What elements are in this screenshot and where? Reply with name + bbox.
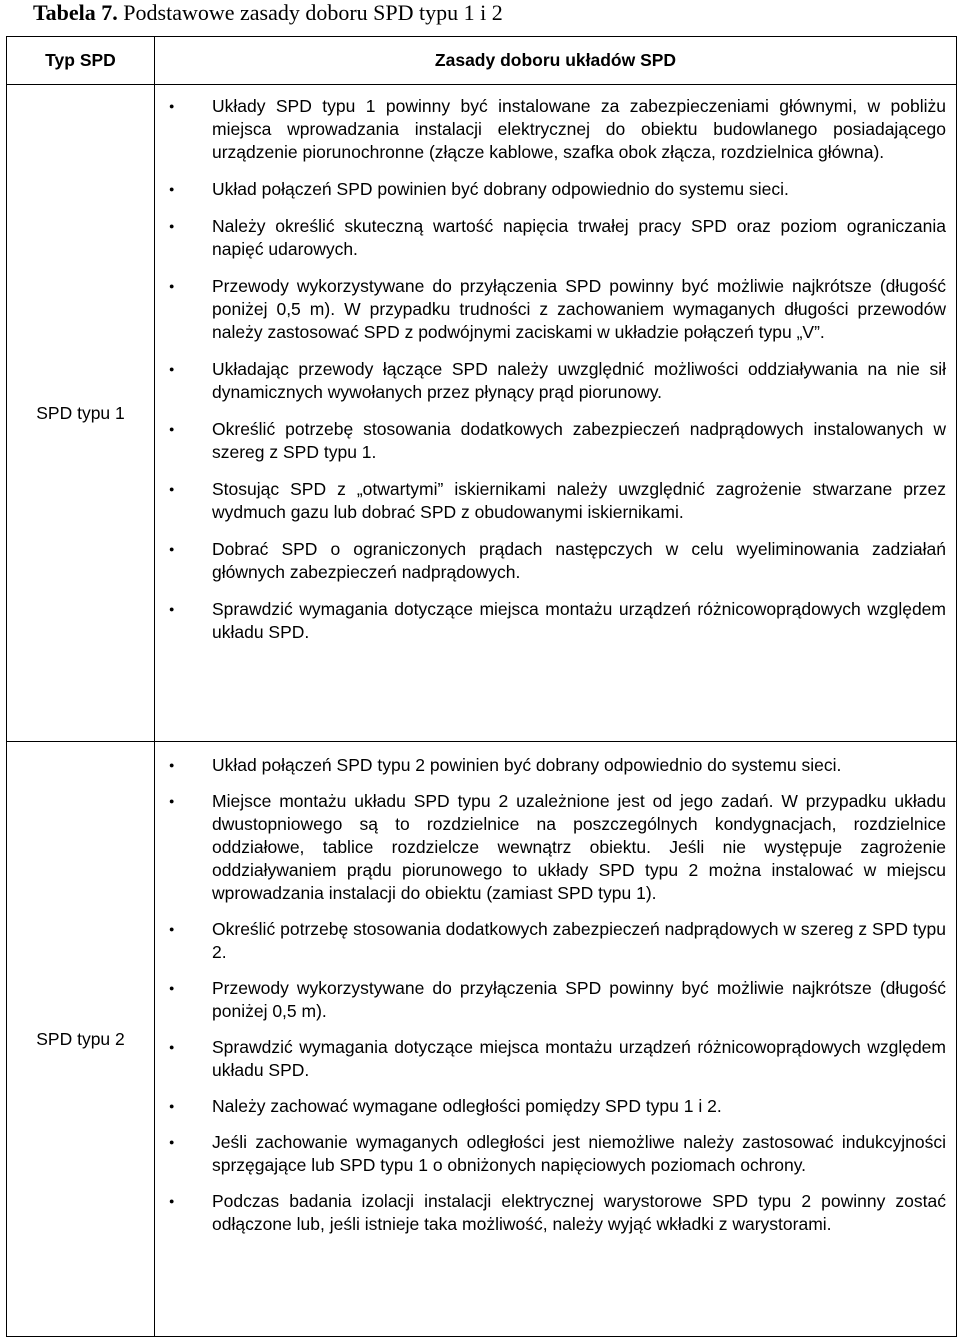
rule-item: ● Należy określić skuteczną wartość napięcia trwałej pracy SPD oraz poziom ograniczania napięć udarowych. [155,215,956,261]
cell-rules-spd-type-2 [155,742,957,1337]
rule-item: ● Stosując SPD z „otwartymi” iskiernikami należy uwzględnić zagrożenie stwarzane przez wydmuch gazu lub dobrać SPD z obudowanymi iskiernikami. [155,478,956,524]
spd-selection-table [6,36,957,1337]
rule-item: ● Dobrać SPD o ograniczonych prądach następczych w celu wyeliminowania zadziałań głównych zabezpieczeń nadprądowych. [155,538,956,584]
cell-spd-type-1: SPD typu 1 [7,85,155,742]
table-caption-text: Podstawowe zasady doboru SPD typu 1 i 2 [117,0,503,25]
table-row-spd-type-1 [7,85,957,742]
table-row-spd-type-2 [7,742,957,1337]
rule-item: ● Miejsce montażu układu SPD typu 2 uzależnione jest od jego zadań. W przypadku układu dwustopniowego są to rozdzielnice na poszczególnych kondygnacjach, rozdzielnice oddziałowe, tablice rozdzielcze wewnątrz obiektu. Jeśli nie występuje zagrożenie oddziaływaniem prądu piorunowego to układy SPD typu 2 można instalować w miejscu wprowadzania instalacji do obiektu (zamiast SPD typu 1). [155,790,956,905]
rule-item: ● Układ połączeń SPD typu 2 powinien być dobrany odpowiednio do systemu sieci. [155,754,956,777]
rule-item: ● Określić potrzebę stosowania dodatkowych zabezpieczeń nadprądowych w szereg z SPD typu 2. [155,918,956,964]
rule-item: ● Przewody wykorzystywane do przyłączenia SPD powinny być możliwie najkrótsze (długość poniżej 0,5 m). W przypadku trudności z zachowaniem wymaganych długości przewodów należy zastosować SPD z podwójnymi zaciskami w układzie połączeń typu „V”. [155,275,956,344]
header-spd-type: Typ SPD [7,37,155,85]
header-selection-rules: Zasady doboru układów SPD [155,37,957,85]
cell-rules-spd-type-1 [155,85,957,742]
table-caption [33,0,503,26]
rule-item: ● Podczas badania izolacji instalacji elektrycznej warystorowe SPD typu 2 powinny zostać odłączone lub, jeśli istnieje taka możliwość, należy wyjąć wkładki z warystorami. [155,1190,956,1236]
rule-item: ● Należy zachować wymagane odległości pomiędzy SPD typu 1 i 2. [155,1095,956,1118]
rule-item: ● Układy SPD typu 1 powinny być instalowane za zabezpieczeniami głównymi, w pobliżu miejsca wprowadzania instalacji elektrycznej do obiektu budowlanego posiadającego urządzenie piorunochronne (złącze kablowe, szafka obok złącza, rozdzielnica główna). [155,95,956,164]
rule-item: ● Układając przewody łączące SPD należy uwzględnić możliwości oddziaływania na nie sił dynamicznych wywołanych przez płynący prąd piorunowy. [155,358,956,404]
rule-item: ● Określić potrzebę stosowania dodatkowych zabezpieczeń nadprądowych instalowanych w szereg z SPD typu 1. [155,418,956,464]
spd-selection-table-wrapper [6,36,957,1336]
rule-item: ● Sprawdzić wymagania dotyczące miejsca montażu urządzeń różnicowoprądowych względem układu SPD. [155,598,956,644]
rule-item: ● Jeśli zachowanie wymaganych odległości jest niemożliwe należy zastosować indukcyjności sprzęgające lub SPD typu 1 o obniżonych napięciowych poziomach ochrony. [155,1131,956,1177]
rules-list-spd-type-1 [155,85,956,644]
cell-spd-type-2: SPD typu 2 [7,742,155,1337]
rule-item: ● Sprawdzić wymagania dotyczące miejsca montażu urządzeń różnicowoprądowych względem układu SPD. [155,1036,956,1082]
table-header-row [7,37,957,85]
table-caption-label: Tabela 7. [33,0,118,25]
rule-item: ● Przewody wykorzystywane do przyłączenia SPD powinny być możliwie najkrótsze (długość poniżej 0,5 m). [155,977,956,1023]
rules-list-spd-type-2 [155,742,956,1236]
rule-item: ● Układ połączeń SPD powinien być dobrany odpowiednio do systemu sieci. [155,178,956,201]
